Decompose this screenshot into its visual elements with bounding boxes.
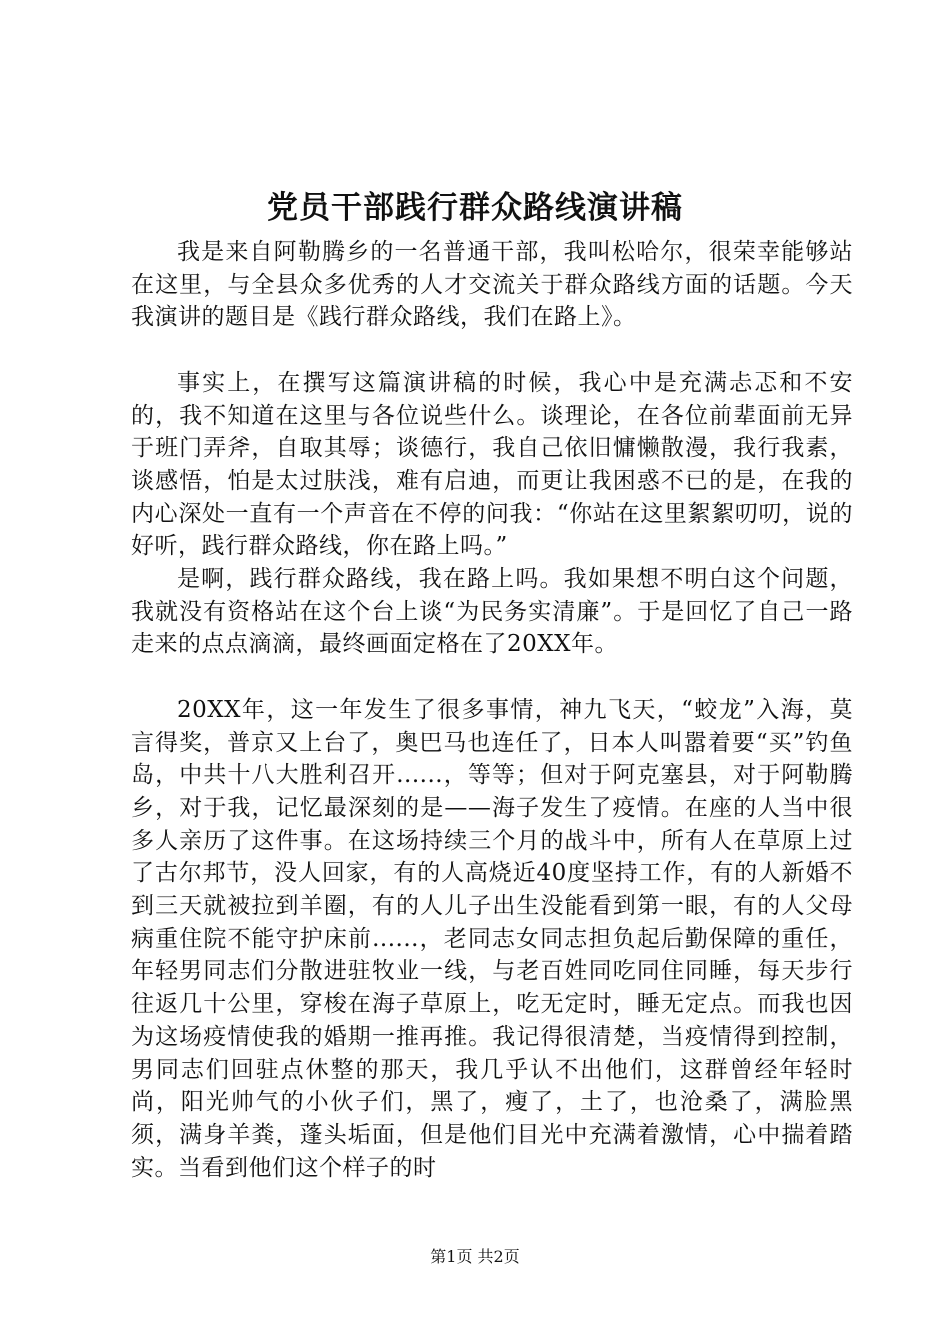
paragraph-3: 是啊，践行群众路线，我在路上吗。我如果想不明白这个问题，我就没有资格站在这个台上谈“为民务实清廉”。于是回忆了自己一路走来的点点滴滴，最终画面定格在了20XX年。 bbox=[131, 566, 853, 658]
document-body bbox=[131, 236, 853, 1184]
paragraph-1: 我是来自阿勒腾乡的一名普通干部，我叫松哈尔，很荣幸能够站在这里，与全县众多优秀的人才交流关于群众路线方面的话题。今天我演讲的题目是《践行群众路线，我们在路上》。 bbox=[131, 239, 853, 331]
page-number-footer: 第1页 共2页 bbox=[430, 1247, 520, 1266]
paragraph-2: 事实上，在撰写这篇演讲稿的时候，我心中是充满忐忑和不安的，我不知道在这里与各位说些什么。谈理论，在各位前辈面前无异于班门弄斧，自取其辱；谈德行，我自己依旧慵懒散漫，我行我素，谈感悟，怕是太过肤浅，难有启迪，而更让我困惑不已的是，在我的内心深处一直有一个声音在不停的问我：“你站在这里絮絮叨叨，说的好听，践行群众路线，你在路上吗。” bbox=[131, 369, 853, 560]
document-title: 党员干部践行群众路线演讲稿 bbox=[267, 190, 683, 226]
paragraph-4: 20XX年，这一年发生了很多事情，神九飞天，“蛟龙”入海，莫言得奖，普京又上台了，奥巴马也连任了，日本人叫嚣着要“买”钓鱼岛，中共十八大胜利召开......，等等；但对于阿克塞县，对于阿勒腾乡，对于我，记忆最深刻的是——海子发生了疫情。在座的人当中很多人亲历了这件事。在这场持续三个月的战斗中，所有人在草原上过了古尔邦节，没人回家，有的人高烧近40度坚持工作，有的人新婚不到三天就被拉到羊圈，有的人儿子出生没能看到第一眼，有的人父母病重住院不能守护床前......，老同志女同志担负起后勤保障的重任，年轻男同志们分散进驻牧业一线，与老百姓同吃同住同睡，每天步行往返几十公里，穿梭在海子草原上，吃无定时，睡无定点。而我也因为这场疫情使我的婚期一推再推。我记得很清楚，当疫情得到控制，男同志们回驻点休整的那天，我几乎认不出他们，这群曾经年轻时尚，阳光帅气的小伙子们，黑了，瘦了，土了，也沧桑了，满脸黑须，满身羊粪，蓬头垢面，但是他们目光中充满着激情，心中揣着踏实。当看到他们这个样子的时 bbox=[131, 696, 853, 1181]
